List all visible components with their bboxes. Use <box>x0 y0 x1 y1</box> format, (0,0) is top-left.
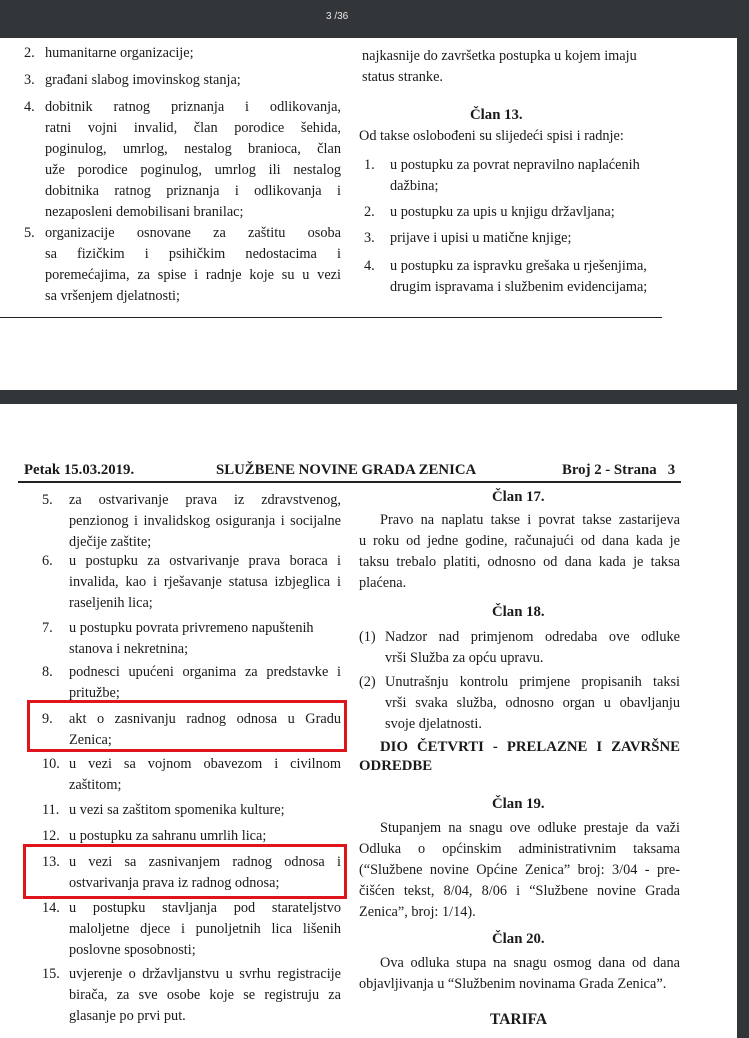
item-line: raseljenih lica; <box>69 595 153 611</box>
item-number: 15. <box>42 966 60 982</box>
item-number: 5. <box>42 492 53 508</box>
item-line: poremećajima, za spise i radnje koje su u vezi <box>45 267 341 283</box>
item-line: maloljetne djece i punoljetnih lica lišenih <box>69 921 341 937</box>
article-heading: Član 13. <box>470 107 523 123</box>
item-number: 1. <box>364 157 375 173</box>
item-line: u vezi sa zaštitom spomenika kulture; <box>69 802 285 818</box>
item-number: 14. <box>42 900 60 916</box>
document-page-previous <box>0 38 737 390</box>
item-line: građani slabog imovinskog stanja; <box>45 72 241 88</box>
paragraph-line: Ova odluka stupa na snagu osmog dana od dana <box>380 955 680 971</box>
item-line: u vezi sa vojnom obavezom i civilnom <box>69 756 341 772</box>
item-line: u postupku za ispravku grešaka u rješenjima, <box>390 258 647 274</box>
item-number: 4. <box>364 258 375 274</box>
item-line: humanitarne organizacije; <box>45 45 194 61</box>
paragraph-line: taksu trebalo platiti, odnosno od dana kada je taksa <box>359 554 680 570</box>
article-heading: Član 17. <box>492 489 545 505</box>
item-line: dobitnika ratnog priznanja i odlikovanja i <box>45 183 341 199</box>
item-number: 11. <box>42 802 60 818</box>
item-line: prijave i upisi u matične knjige; <box>390 230 572 246</box>
item-line: ratni vojni invalid, član porodice šehida, <box>45 120 341 136</box>
item-line: stanova i nekretnina; <box>69 641 189 657</box>
highlight-box-item-13 <box>23 844 347 899</box>
highlight-box-item-9 <box>27 700 347 752</box>
item-line: pritužbe; <box>69 685 120 701</box>
paragraph-line: Pravo na naplatu takse i povrat takse zastarijeva <box>380 512 680 528</box>
item-number: 6. <box>42 553 53 569</box>
item-number: 3. <box>364 230 375 246</box>
paragraph-line: Od takse oslobođeni su slijedeći spisi i radnje: <box>359 128 624 144</box>
paragraph-line: plaćena. <box>359 575 407 591</box>
item-line: uvjerenje o državljanstvu u svrhu registracije <box>69 966 341 982</box>
paragraph-line: čišćen tekst, 8/04, 8/06 i “Službene novine Grada <box>359 883 680 899</box>
item-line: poslovne sposobnosti; <box>69 942 196 958</box>
item-line: nezaposleni demobilisani branilac; <box>45 204 244 220</box>
item-line: u postupku stavljanja pod starateljstvo <box>69 900 341 916</box>
item-line: dažbina; <box>390 178 439 194</box>
item-number: 12. <box>42 828 60 844</box>
item-line: birača, za sve osobe koje se registruju za <box>69 987 341 1003</box>
paragraph-line: status stranke. <box>362 69 443 85</box>
article-heading: Član 20. <box>492 931 545 947</box>
item-line: drugim ispravama i službenim evidencijama; <box>390 279 648 295</box>
page-indicator: 3 /36 <box>326 11 349 22</box>
item-line: penzionog i invalidskog osiguranja i socijalne <box>69 513 341 529</box>
viewer-toolbar <box>0 0 749 38</box>
item-number: 7. <box>42 620 53 636</box>
item-line: za ostvarivanje prava iz zdravstvenog, <box>69 492 341 508</box>
item-line: zaštitom; <box>69 777 122 793</box>
document-page-3 <box>0 404 737 1038</box>
item-line: u postupku povrata privremeno napuštenih <box>69 620 314 636</box>
item-number: (2) <box>359 674 376 690</box>
item-line: Nadzor nad primjenom odredaba ove odluke <box>385 629 680 645</box>
item-line: uže porodice poginulog, umrlog ili nestalog <box>45 162 341 178</box>
item-number: 13. <box>42 854 60 870</box>
header-rule <box>18 481 681 483</box>
item-line: svoje djelatnosti. <box>385 716 482 732</box>
item-line: glasanje po prvi put. <box>69 1008 186 1024</box>
item-line: vrši svaka služba, odnosno organ u obavljanju <box>385 695 680 711</box>
item-line: Zenica; <box>69 732 112 748</box>
item-number: 3. <box>24 72 35 88</box>
item-number: 4. <box>24 99 35 115</box>
item-line: organizacije osnovane za zaštitu osoba <box>45 225 341 241</box>
section-heading-line: DIO ČETVRTI - PRELAZNE I ZAVRŠNE <box>380 739 680 755</box>
paragraph-line: (“Službene novine Općine Zenica” broj: 3/04 - pre- <box>359 862 680 878</box>
item-line: poginulog, umrlog, nestalog branioca, član <box>45 141 341 157</box>
item-number: 5. <box>24 225 35 241</box>
item-number: 2. <box>364 204 375 220</box>
item-number: 10. <box>42 756 60 772</box>
item-line: Unutrašnju kontrolu primjene propisanih taksi <box>385 674 680 690</box>
article-heading: Član 18. <box>492 604 545 620</box>
item-line: u vezi sa zasnivanjem radnog odnosa i <box>69 854 341 870</box>
item-line: u postupku za ostvarivanje prava boraca i <box>69 553 341 569</box>
header-title: SLUŽBENE NOVINE GRADA ZENICA <box>216 462 477 478</box>
item-line: vrši Služba za opću upravu. <box>385 650 544 666</box>
item-line: dobitnik ratnog priznanja i odlikovanja, <box>45 99 341 115</box>
item-number: 2. <box>24 45 35 61</box>
page-divider <box>0 317 662 318</box>
item-line: u postupku za povrat nepravilno naplaćenih <box>390 157 640 173</box>
item-line: ostvarivanja prava iz radnog odnosa; <box>69 875 280 891</box>
header-page-ref: Broj 2 - Strana 3 <box>562 462 676 478</box>
tariff-heading: TARIFA <box>490 1011 548 1028</box>
item-line: akt o zasnivanju radnog odnosa u Gradu <box>69 711 341 727</box>
item-line: sa fizičkim i psihičkim nedostacima i <box>45 246 341 262</box>
item-number: 9. <box>42 711 53 727</box>
paragraph-line: u roku od jedne godine, računajući od dana kada je <box>359 533 680 549</box>
viewer-scrollbar[interactable] <box>737 0 749 1038</box>
paragraph-line: Zenica”, broj: 1/14). <box>359 904 476 920</box>
paragraph-line: objavljivanja u “Službenim novinama Grada Zenica”. <box>359 976 667 992</box>
item-number: 8. <box>42 664 53 680</box>
item-line: u postupku za sahranu umrlih lica; <box>69 828 267 844</box>
section-heading-line: ODREDBE <box>359 758 433 774</box>
article-heading: Član 19. <box>492 796 545 812</box>
paragraph-line: Stupanjem na snagu ove odluke prestaje da važi <box>380 820 680 836</box>
item-line: invalida, kao i rješavanje statusa izbjeglica i <box>69 574 341 590</box>
item-number: (1) <box>359 629 376 645</box>
item-line: sa vršenjem djelatnosti; <box>45 288 180 304</box>
item-line: podnesci upućeni organima za predstavke i <box>69 664 341 680</box>
paragraph-line: Odluka o općinskim administrativnim taksama <box>359 841 680 857</box>
item-line: u postupku za upis u knjigu državljana; <box>390 204 615 220</box>
item-line: dječije zaštite; <box>69 534 152 550</box>
header-date: Petak 15.03.2019. <box>24 462 135 478</box>
paragraph-line: najkasnije do završetka postupka u kojem imaju <box>362 48 637 64</box>
